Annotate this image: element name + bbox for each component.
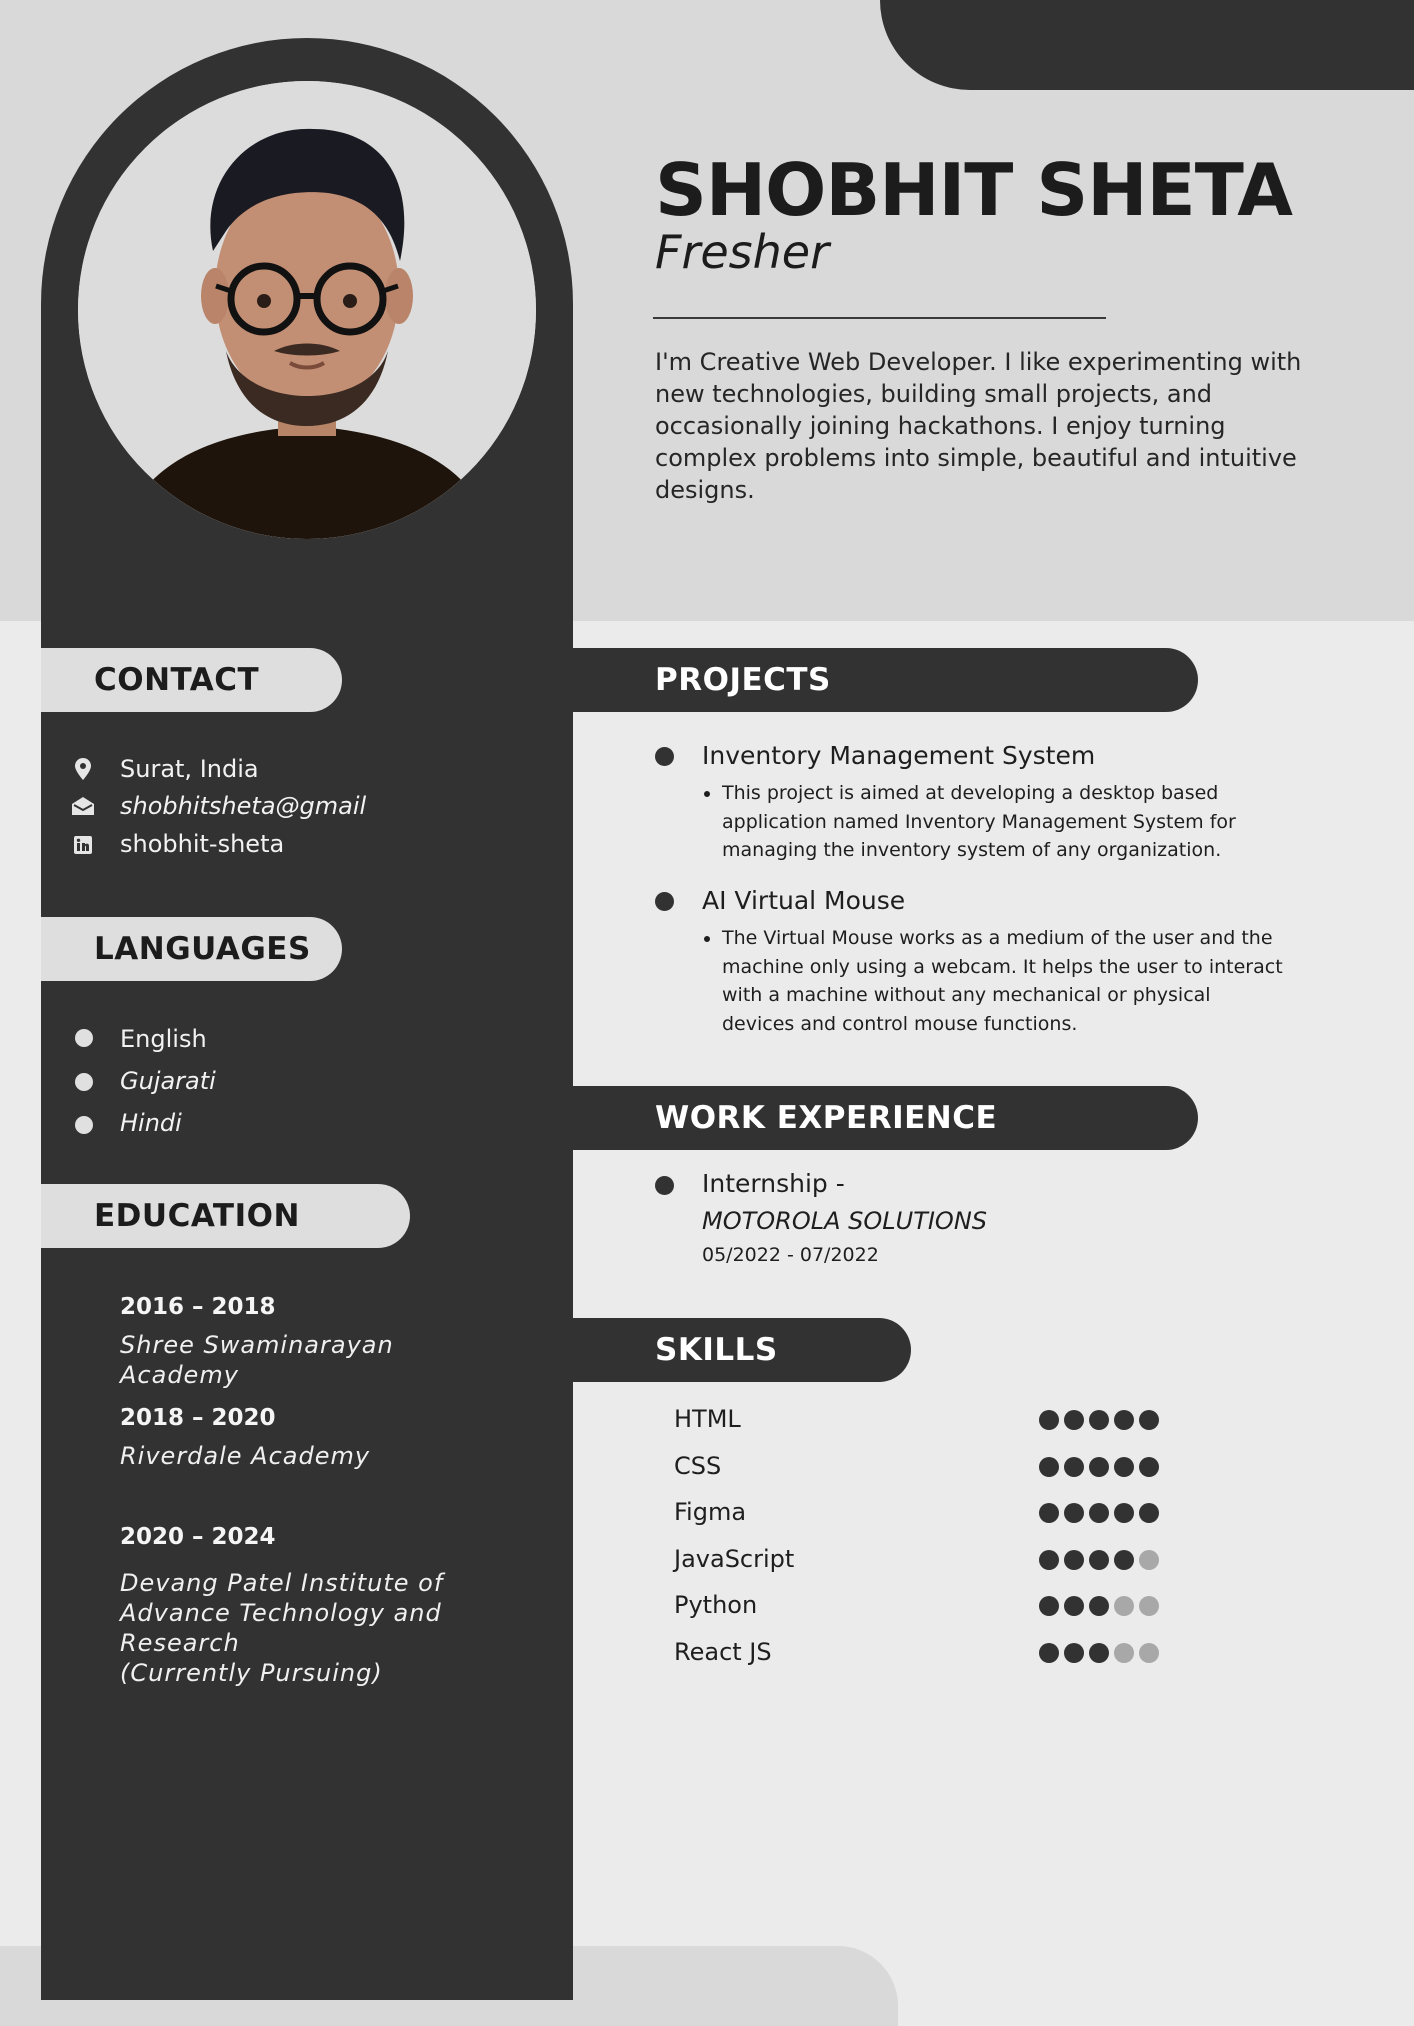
skill-rating — [1039, 1550, 1159, 1570]
map-pin-icon — [72, 758, 94, 780]
skill-dot-filled — [1089, 1410, 1109, 1430]
skill-dot-filled — [1089, 1596, 1109, 1616]
project-description-text: • The Virtual Mouse works as a medium of the user and the machine only using a webcam. It helps the user to interact with a machine without any mechanical or physical devices and control mouse functions. — [722, 924, 1287, 1038]
title-divider — [653, 317, 1106, 319]
skill-dot-filled — [1039, 1643, 1059, 1663]
project-bullet — [655, 747, 674, 766]
project-description — [702, 779, 1287, 865]
skill-dot-filled — [1089, 1550, 1109, 1570]
contact-heading: CONTACT — [41, 648, 342, 712]
language-bullet — [75, 1073, 93, 1091]
skill-dot-filled — [1039, 1503, 1059, 1523]
profile-summary: I'm Creative Web Developer. I like experimenting with new technologies, building small projects, and occasionally joining hackathons. I enjoy turning complex problems into simple, beautiful and intuitive designs. — [655, 348, 1302, 504]
contact-email[interactable]: shobhitsheta@gmail — [120, 792, 367, 820]
skill-name: HTML — [674, 1405, 741, 1433]
skill-dot-filled — [1064, 1596, 1084, 1616]
project-bullet — [655, 892, 674, 911]
education-school: Devang Patel Institute of Advance Technology and Research — [120, 1569, 444, 1657]
skill-dot-filled — [1064, 1457, 1084, 1477]
skill-dot-filled — [1064, 1410, 1084, 1430]
education-years: 2018 – 2020 — [120, 1405, 276, 1431]
skill-dot-filled — [1064, 1643, 1084, 1663]
skill-dot-filled — [1139, 1410, 1159, 1430]
experience-title: Internship - — [702, 1169, 845, 1198]
experience-company: MOTOROLA SOLUTIONS — [702, 1207, 988, 1235]
skill-dot-empty — [1114, 1643, 1134, 1663]
skill-name: React JS — [674, 1638, 772, 1666]
skill-rating — [1039, 1410, 1159, 1430]
skill-dot-filled — [1064, 1503, 1084, 1523]
skill-dot-filled — [1089, 1457, 1109, 1477]
language-item: English — [120, 1025, 207, 1053]
skills-heading: SKILLS — [573, 1318, 911, 1382]
experience-bullet — [655, 1176, 674, 1195]
skill-dot-filled — [1039, 1550, 1059, 1570]
contact-location: Surat, India — [120, 755, 259, 783]
contact-linkedin[interactable]: shobhit-sheta — [120, 830, 285, 858]
experience-heading: WORK EXPERIENCE — [573, 1086, 1198, 1150]
skill-rating — [1039, 1643, 1159, 1663]
corner-decoration — [880, 0, 1414, 90]
skill-dot-empty — [1139, 1550, 1159, 1570]
skill-dot-filled — [1089, 1503, 1109, 1523]
skill-rating — [1039, 1596, 1159, 1616]
portrait-illustration — [78, 81, 536, 539]
skill-dot-filled — [1064, 1550, 1084, 1570]
skill-rating — [1039, 1503, 1159, 1523]
project-title: Inventory Management System — [702, 741, 1096, 770]
skill-name: Python — [674, 1591, 758, 1619]
skill-dot-filled — [1114, 1457, 1134, 1477]
skill-name: CSS — [674, 1452, 722, 1480]
skill-dot-filled — [1114, 1503, 1134, 1523]
project-title: AI Virtual Mouse — [702, 886, 906, 915]
candidate-name: SHOBHIT SHETA — [655, 148, 1292, 232]
skill-dot-filled — [1039, 1410, 1059, 1430]
skill-name: Figma — [674, 1498, 747, 1526]
language-bullet — [75, 1029, 93, 1047]
skill-dot-filled — [1139, 1457, 1159, 1477]
linkedin-icon — [72, 834, 94, 856]
education-years: 2020 – 2024 — [120, 1524, 276, 1550]
skill-dot-empty — [1139, 1596, 1159, 1616]
education-heading: EDUCATION — [41, 1184, 410, 1248]
education-school: Shree Swaminarayan Academy — [120, 1331, 394, 1389]
skill-dot-filled — [1114, 1410, 1134, 1430]
education-note: (Currently Pursuing) — [120, 1659, 383, 1687]
skill-name: JavaScript — [674, 1545, 795, 1573]
language-item: Gujarati — [120, 1067, 216, 1095]
skill-dot-filled — [1089, 1643, 1109, 1663]
project-description-text: • This project is aimed at developing a desktop based application named Inventory Management System for managing the inventory system of any organization. — [722, 779, 1287, 865]
skill-dot-empty — [1139, 1643, 1159, 1663]
candidate-role: Fresher — [655, 225, 830, 279]
education-years: 2016 – 2018 — [120, 1294, 276, 1320]
skill-rating — [1039, 1457, 1159, 1477]
skill-dot-filled — [1039, 1457, 1059, 1477]
language-bullet — [75, 1116, 93, 1134]
skill-dot-filled — [1114, 1550, 1134, 1570]
skill-dot-empty — [1114, 1596, 1134, 1616]
skill-dot-filled — [1039, 1596, 1059, 1616]
languages-heading: LANGUAGES — [41, 917, 342, 981]
project-description — [702, 924, 1287, 1038]
experience-dates: 05/2022 - 07/2022 — [702, 1244, 879, 1266]
envelope-icon — [72, 795, 94, 817]
profile-photo — [78, 81, 536, 539]
language-item: Hindi — [120, 1109, 182, 1137]
projects-heading: PROJECTS — [573, 648, 1198, 712]
skill-dot-filled — [1139, 1503, 1159, 1523]
education-school: Riverdale Academy — [120, 1442, 371, 1470]
